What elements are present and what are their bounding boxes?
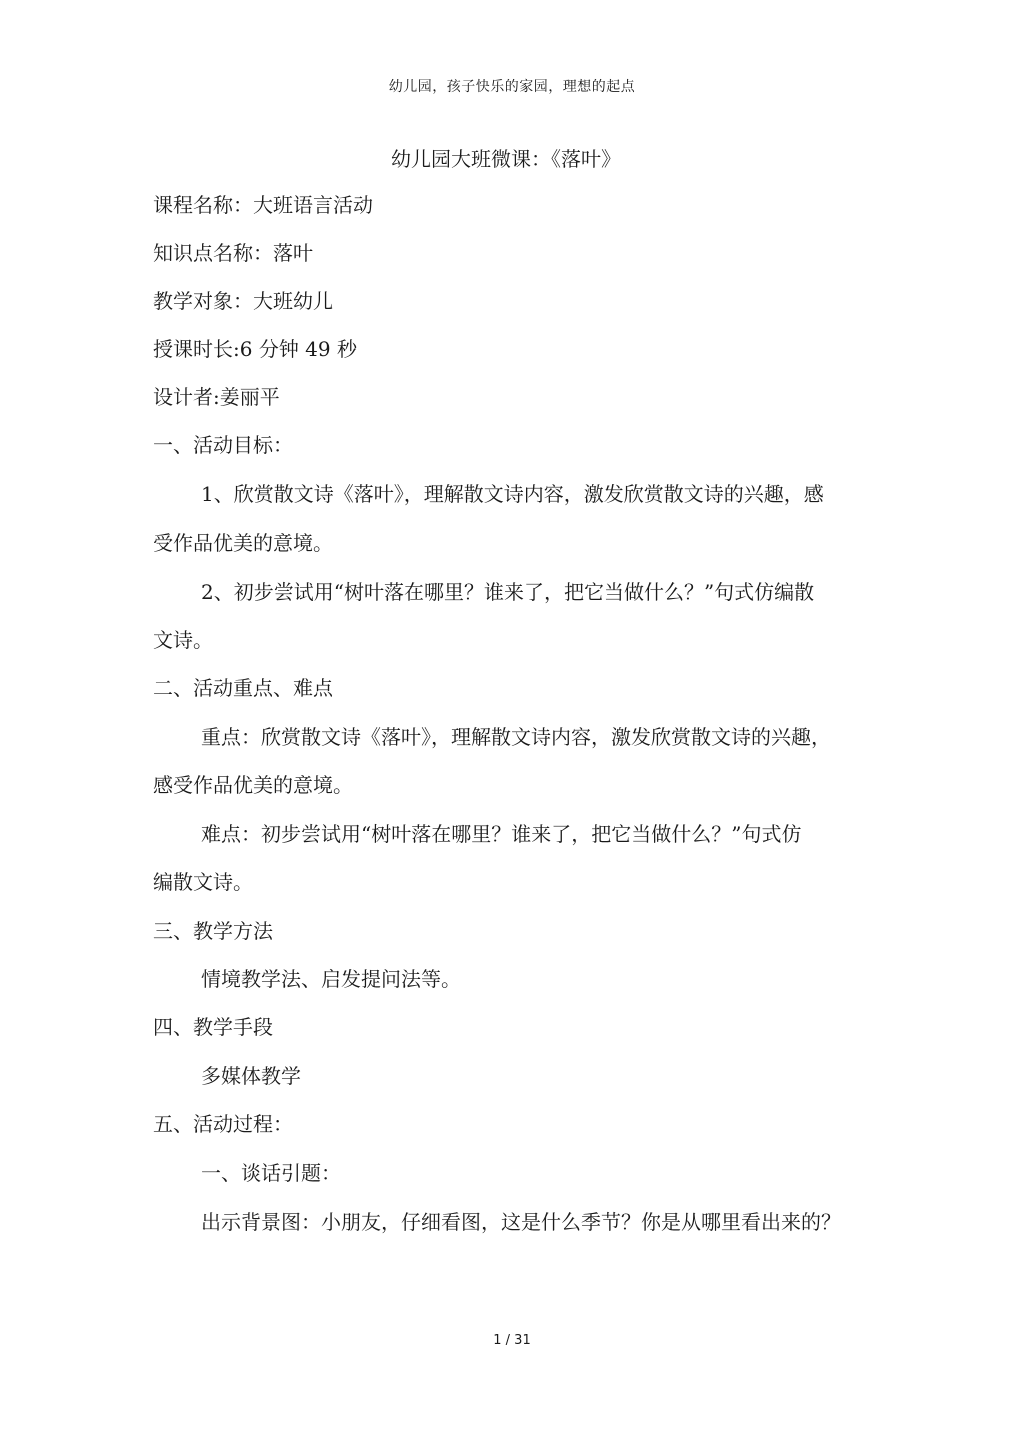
paragraph-line: 出示背景图：小朋友，仔细看图，这是什么季节？你是从哪里看出来的？ bbox=[201, 1210, 841, 1234]
paragraph-line: 重点：欣赏散文诗《落叶》，理解散文诗内容，激发欣赏散文诗的兴趣， bbox=[201, 725, 831, 749]
audience-line: 教学对象：大班幼儿 bbox=[153, 289, 333, 313]
paragraph-line: 文诗。 bbox=[153, 628, 213, 652]
document-title: 幼儿园大班微课：《落叶》 bbox=[391, 147, 621, 171]
duration-line: 授课时长:6 分钟 49 秒 bbox=[153, 337, 357, 361]
subsection-heading: 一、谈话引题： bbox=[201, 1161, 341, 1185]
section-heading: 一、活动目标： bbox=[153, 433, 293, 457]
paragraph-line: 感受作品优美的意境。 bbox=[153, 773, 353, 797]
page-header: 幼儿园，孩子快乐的家园，理想的起点 bbox=[388, 79, 636, 95]
paragraph-line: 多媒体教学 bbox=[201, 1064, 301, 1088]
page-number: 1 / 31 bbox=[493, 1333, 531, 1348]
section-heading: 五、活动过程： bbox=[153, 1112, 293, 1136]
paragraph-line: 难点：初步尝试用“树叶落在哪里？谁来了，把它当做什么？”句式仿 bbox=[201, 822, 802, 846]
paragraph-line: 2、初步尝试用“树叶落在哪里？谁来了，把它当做什么？”句式仿编散 bbox=[201, 580, 815, 604]
knowledge-point-line: 知识点名称：落叶 bbox=[153, 241, 313, 265]
course-name-line: 课程名称：大班语言活动 bbox=[153, 193, 373, 217]
paragraph-line: 受作品优美的意境。 bbox=[153, 531, 333, 555]
section-heading: 二、活动重点、难点 bbox=[153, 676, 333, 700]
paragraph-line: 1、欣赏散文诗《落叶》，理解散文诗内容，激发欣赏散文诗的兴趣，感 bbox=[201, 482, 824, 506]
paragraph-line: 情境教学法、启发提问法等。 bbox=[201, 967, 461, 991]
designer-line: 设计者:姜丽平 bbox=[153, 385, 280, 409]
section-heading: 三、教学方法 bbox=[153, 919, 273, 943]
section-heading: 四、教学手段 bbox=[153, 1015, 273, 1039]
paragraph-line: 编散文诗。 bbox=[153, 870, 253, 894]
